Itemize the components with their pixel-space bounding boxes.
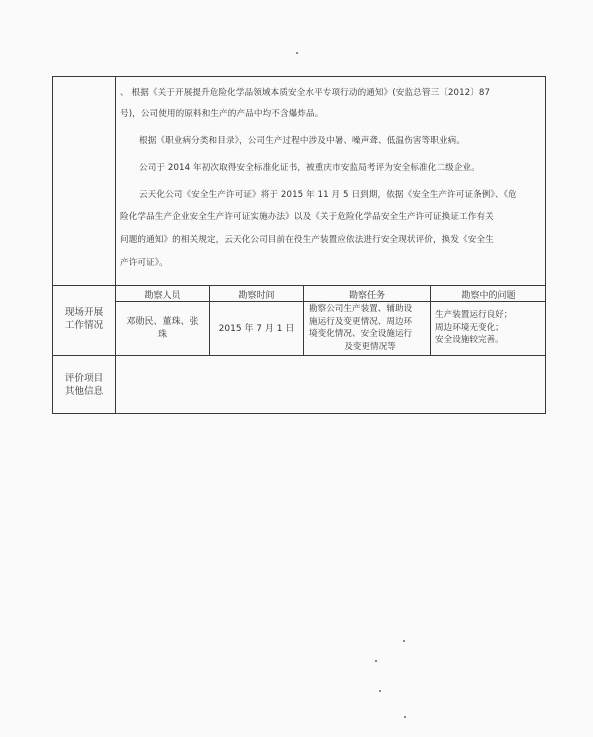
issue-line: 周边环境无变化； [435,322,504,333]
header-issues: 勘察中的问题 [461,291,516,301]
task-cell [309,303,431,353]
text-line: 险化学品生产企业安全生产许可证实施办法》以及《关于危险化学品安全生产许可证换证工作有关 [120,212,494,222]
scan-speck [403,640,405,642]
text-line: 问题的通知》的相关规定，云天化公司目前在役生产装置应依法进行安全现状评价，换发《安全生 [120,235,494,245]
text-line: 产许可证》。 [120,258,168,268]
row-divider-2 [52,355,546,356]
header-divider [115,301,546,302]
issues-cell [435,309,545,347]
row-divider-1 [52,285,546,286]
other-info-label-line: 评价项目 [64,373,104,384]
scan-speck [404,716,406,718]
scan-speck [379,690,381,692]
issue-line: 生产装置运行良好； [435,310,513,320]
task-line: 境变化情况、安全设施运行 [309,329,413,339]
task-line: 施运行及变更情况、周边环 [309,316,413,327]
text-line: 号)，公司使用的原料和生产的产品中均不含爆炸品。 [120,109,324,119]
personnel-cell [116,316,209,342]
text-line: 根据《职业病分类和目录》，公司生产过程中涉及中暑、噪声聋、低温伤害等职业病。 [139,136,466,146]
label-column-divider [115,76,116,414]
scan-speck [296,52,298,54]
header-personnel: 勘察人员 [144,291,181,301]
issue-line: 安全设施较完善。 [435,335,504,345]
personnel-line: 珠 [157,330,167,340]
other-info-label [54,372,114,398]
task-line: 勘察公司生产装置、辅助设 [309,304,413,314]
header-date: 勘察时间 [238,291,275,301]
scan-speck [375,660,377,662]
survey-label-line: 工作情况 [64,320,104,331]
survey-label [54,306,114,332]
text-line: 公司于 2014 年初次取得安全标准化证书，被重庆市安监局考评为安全标准化二级企业。 [139,163,480,173]
date-cell: 2015 年 7 月 1 日 [218,324,295,334]
personnel-line: 邓勋民、董珠、张 [126,317,199,327]
text-line: 云天化公司《安全生产许可证》将于 2015 年 11 月 5 日到期，依据《安全生产许可证条例》、《危 [139,190,517,200]
other-info-label-line: 其他信息 [64,386,104,397]
header-task: 勘察任务 [348,291,385,301]
task-line: 及变更情况等 [344,341,396,352]
text-line: 、 根据《关于开展提升危险化学品领域本质安全水平专项行动的通知》(安监总管三〔2012〕87 [120,88,491,98]
survey-label-line: 现场开展 [64,307,104,318]
